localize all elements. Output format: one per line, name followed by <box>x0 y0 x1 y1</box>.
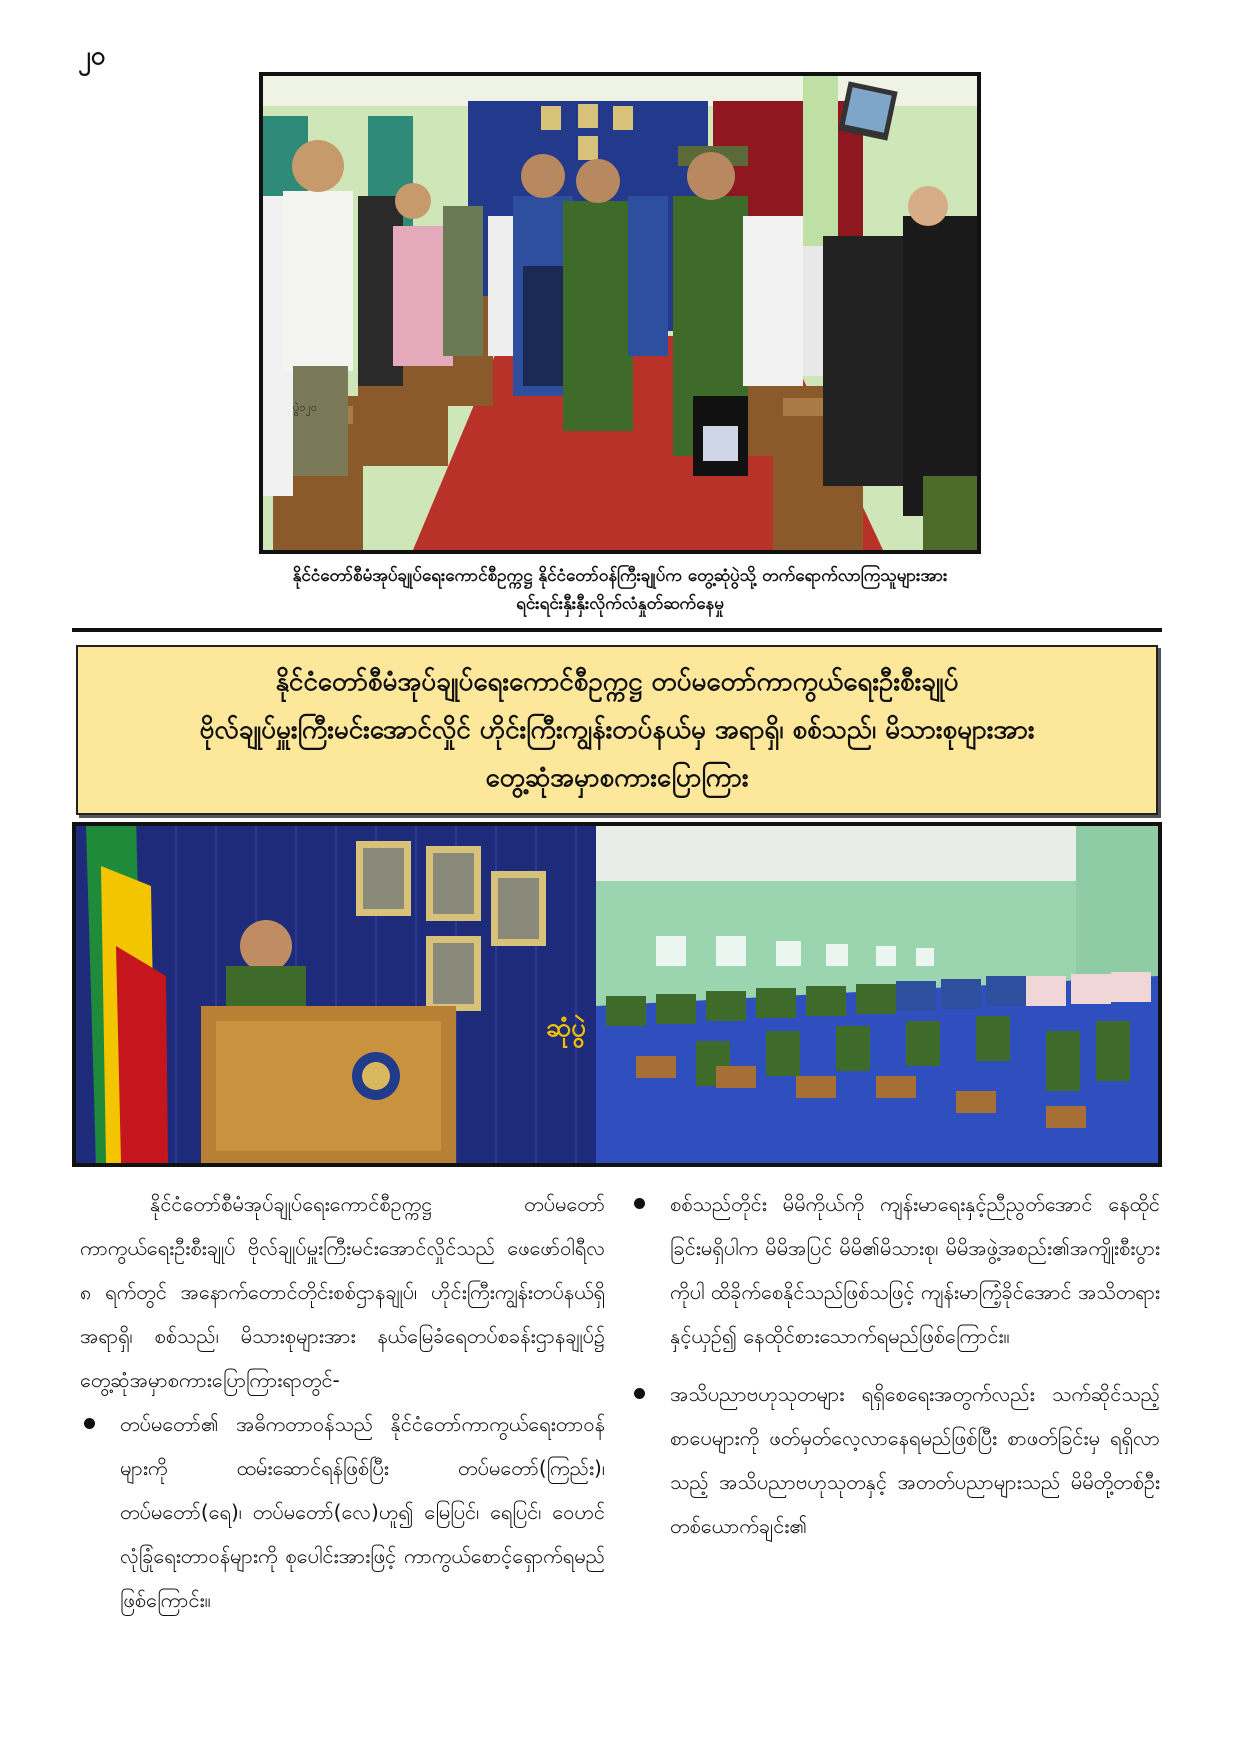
speaker-photo <box>76 826 596 1163</box>
right-bullet-list <box>630 1182 1160 1548</box>
caption-line: နိုင်ငံတော်စီမံအုပ်ချုပ်ရေးကောင်စီဥက္ကဋ္ဌ နိုင်ငံတော်ဝန်ကြီးချုပ်က တွေ့ဆုံပွဲသို့ တက်ရောက်လာကြသူများအား <box>292 566 948 586</box>
headline-line: နိုင်ငံတော်စီမံအုပ်ချုပ်ရေးကောင်စီဥက္ကဋ္ဌ တပ်မတော်ကာကွယ်ရေးဦးစီးချုပ် <box>275 667 959 697</box>
headline-box <box>76 645 1158 815</box>
bullet-item <box>80 1402 605 1622</box>
article-left-column <box>80 1182 605 1636</box>
bullet-text: တပ်မတော်၏ အဓိကတာဝန်သည် နိုင်ငံတော်ကာကွယ်ရေးတာဝန်များကို ထမ်းဆောင်ရန်ဖြစ်ပြီး တပ်မတော်(ကြည်း)၊ တပ်မတော်(ရေ)၊ တပ်မတော်(လေ)ဟူ၍ မြေပြင်၊ ရေပြင်၊ ဝေဟင် လုံခြုံရေးတာဝန်များကို စုပေါင်းအားဖြင့် ကာကွယ်စောင့်ရှောက်ရမည်ဖြစ်ကြောင်း။ <box>120 1412 605 1612</box>
caption-line: ရင်းရင်းနှီးနှီးလိုက်လံနှုတ်ဆက်နေမှု <box>516 594 724 614</box>
headline-line: တွေ့ဆုံအမှာစကားပြောကြား <box>485 763 749 793</box>
speech-photos <box>72 822 1162 1167</box>
bullet-text: အသိပညာဗဟုသုတများ ရရှိစေရေးအတွက်လည်း သက်ဆိုင်သည့်စာပေများကို ဖတ်မှတ်လေ့လာနေရမည်ဖြစ်ပြီး စာဖတ်ခြင်းမှ ရရှိလာသည့် အသိပညာဗဟုသုတနှင့် အတတ်ပညာများသည် မိမိတို့တစ်ဦးတစ်ယောက်ချင်း၏ <box>670 1382 1160 1538</box>
bullet-dot-icon <box>634 1388 645 1399</box>
intro-paragraph: နိုင်ငံတော်စီမံအုပ်ချုပ်ရေးကောင်စီဥက္ကဋ္ဌ တပ်မတော်ကာကွယ်ရေးဦးစီးချုပ် ဗိုလ်ချုပ်မှူးကြီးမင်းအောင်လှိုင်သည် ဖေဖော်ဝါရီလ ၈ ရက်တွင် အနောက်တောင်တိုင်းစစ်ဌာနချုပ်၊ ဟိုင်းကြီးကျွန်းတပ်နယ်ရှိ အရာရှိ၊ စစ်သည်၊ မိသားစုများအား နယ်မြေခံရေတပ်စခန်းဌာနချုပ်၌ တွေ့ဆုံအမှာစကားပြောကြားရာတွင်- <box>80 1192 605 1392</box>
headline-line: ဗိုလ်ချုပ်မှူးကြီးမင်းအောင်လှိုင် ဟိုင်းကြီးကျွန်းတပ်နယ်မှ အရာရှိ၊ စစ်သည်၊ မိသားစုများအား <box>199 715 1035 745</box>
audience-photo <box>596 826 1158 1163</box>
left-bullet-list <box>80 1402 605 1622</box>
page-number: ၂၀ <box>78 41 106 71</box>
photo-caption <box>140 562 1100 618</box>
backdrop-text: ဆုံပွဲ <box>546 1013 586 1043</box>
bullet-text: စစ်သည်တိုင်း မိမိကိုယ်ကို ကျန်းမာရေးနှင့်ညီညွတ်အောင် နေထိုင်ခြင်းမရှိပါက မိမိအပြင် မိမိ၏မိသားစု၊ မိမိအဖွဲ့အစည်း၏အကျိုးစီးပွားကိုပါ ထိခိုက်စေနိုင်သည်ဖြစ်သဖြင့် ကျန်းမာကြံ့ခိုင်အောင် အသိတရားနှင့်ယှဉ်၍ နေထိုင်စားသောက်ရမည်ဖြစ်ကြောင်း။ <box>670 1192 1160 1348</box>
greeting-photo <box>259 72 981 554</box>
article-right-column <box>630 1182 1160 1562</box>
bullet-item <box>630 1182 1160 1358</box>
bullet-item <box>630 1372 1160 1548</box>
bullet-dot-icon <box>84 1418 95 1429</box>
section-divider <box>72 628 1162 632</box>
bullet-dot-icon <box>634 1198 645 1209</box>
sign-text: ပွဲ၁၂၀ <box>293 401 318 414</box>
